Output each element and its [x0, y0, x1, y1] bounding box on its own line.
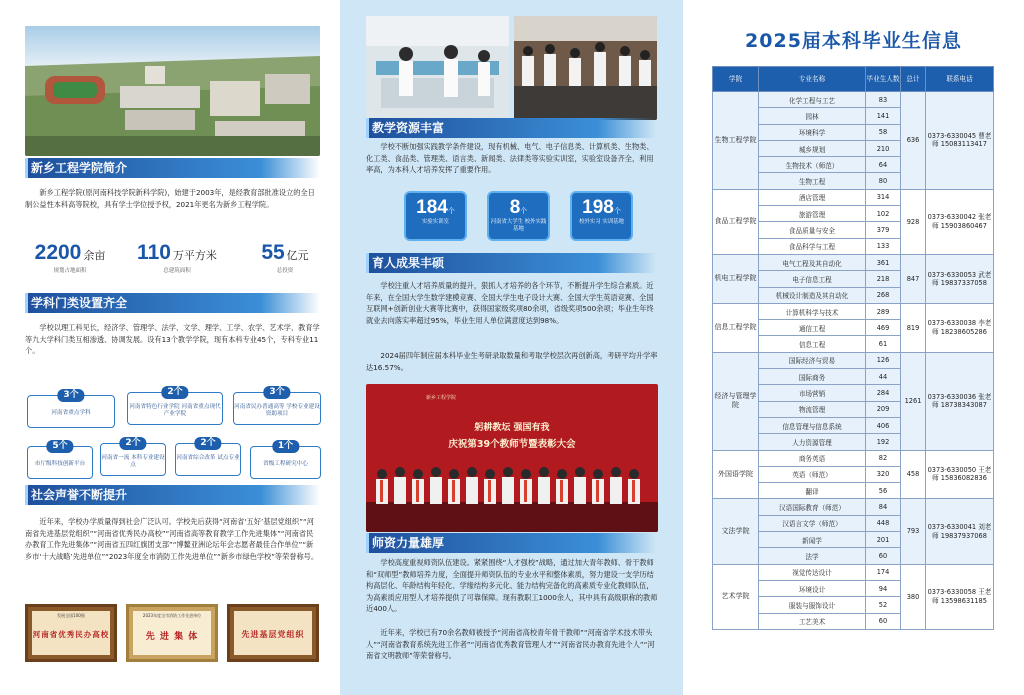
major-name: 国际经济与贸易 [759, 352, 866, 368]
table-row [713, 92, 994, 108]
reputation-text: 近年来，学校办学质量得到社会广泛认可。学校先后获得“河南省‘五好’基层党组织”“河南省先进基层党组织”“河南省优秀民办高校”“河南省高等教育教学工作先进集体”“河南省民办教育工作先进集体”“河南省五四红旗团支部”“博鳌亚洲论坛年会志愿者最佳合作单位”“新乡市‘十大战略’先进单位”“2023年度全市消防工作先进单位”“新乡市绿色学校”等荣誉称号。 [25, 517, 319, 561]
college-total: 819 [901, 303, 926, 352]
stat-land-unit: 余亩 [83, 249, 106, 262]
lab-photo-2 [514, 16, 657, 120]
graduate-count: 210 [866, 140, 901, 156]
honor-box-label: 河南省一流 本科专业建设点 [101, 455, 165, 468]
college-name: 外国语学院 [713, 450, 759, 499]
college-contact: 0373-6330053 武老师 19837337058 [926, 254, 994, 303]
college-name: 艺术学院 [713, 564, 759, 629]
graduate-count: 174 [866, 564, 901, 580]
major-name: 环境设计 [759, 580, 866, 596]
table-row [713, 499, 994, 515]
major-name: 商务英语 [759, 450, 866, 466]
table-row [713, 303, 994, 319]
graduate-count: 289 [866, 303, 901, 319]
honor-box [127, 387, 223, 425]
metric-labs-unit: 个 [447, 208, 455, 215]
stat-investment-unit: 亿元 [286, 249, 309, 262]
graduate-count: 56 [866, 483, 901, 499]
graduate-count: 80 [866, 173, 901, 189]
award-plaque-text: 河南省优秀民办高校 [32, 630, 110, 639]
table-header-row [713, 67, 994, 92]
college-total: 928 [901, 189, 926, 254]
lab-photo-2-image [514, 16, 657, 120]
resources-text: 学校不断加强实践教学条件建设，现有机械、电气、电子信息类、计算机类、生物类、化工类、食品类、管理类、语言类、新闻类、法律类等实验实训室，实验室设备齐全，利用率高，为本科人才培养发挥了重要作用。 [366, 142, 654, 175]
college-contact: 0373-6330036 张老师 18738343087 [926, 352, 994, 450]
major-name: 服装与服饰设计 [759, 597, 866, 613]
major-name: 通信工程 [759, 320, 866, 336]
honor-box-count: 3个 [263, 386, 290, 399]
stat-investment-number: 55 [261, 241, 285, 264]
college-contact: 0373-6330038 李老师 18238605286 [926, 303, 994, 352]
college-name: 文法学院 [713, 499, 759, 564]
major-name: 食品质量与安全 [759, 222, 866, 238]
stat-investment-caption: 总投资 [276, 268, 294, 274]
education-text: 学校注重人才培养质量的提升，狠抓人才培养的各个环节，不断提升学生综合素质。近年来，在全国大学生数学建模竞赛、全国大学生电子设计大赛、全国大学生英语竞赛、全国互联网+创新创业大赛等比赛中，获得国家级奖项80余项，省级奖项500余项；毕业生年终就业去向落实率超过95%，毕业生用人单位满意度达到98%。 [366, 281, 654, 325]
major-name: 市场营销 [759, 385, 866, 401]
major-name: 物流管理 [759, 401, 866, 417]
intro-text: 新乡工程学院(原河南科技学院新科学院)，始建于2003年，是经教育部批准设立的全日制公益性本科高等院校，具有学士学位授予权，2021年更名为新乡工程学院。 [25, 188, 315, 209]
graduate-count: 133 [866, 238, 901, 254]
header-college: 学院 [713, 67, 759, 92]
major-name: 法学 [759, 548, 866, 564]
major-name: 生物工程 [759, 173, 866, 189]
major-name: 园林 [759, 108, 866, 124]
education-text-2: 2024届四年制应届本科毕业生考研录取数量和考取学校层次再创新高，考研平均升学率达16.57%。 [366, 351, 658, 372]
header-total: 总计 [901, 67, 926, 92]
college-total: 847 [901, 254, 926, 303]
table-row [713, 189, 994, 205]
honor-box-label: 河南省综合改革 试点专业 [176, 455, 240, 461]
table-row [713, 254, 994, 270]
stat-land-number: 2200 [34, 241, 82, 264]
header-count: 毕业生人数 [866, 67, 901, 92]
major-name: 信息管理与信息系统 [759, 417, 866, 433]
graduate-count: 448 [866, 515, 901, 531]
graduate-count: 61 [866, 336, 901, 352]
major-name: 新闻学 [759, 532, 866, 548]
graduate-count: 60 [866, 613, 901, 629]
metric-intern-bases-caption: 校外实习 实训基地 [579, 219, 624, 225]
graduate-count: 218 [866, 271, 901, 287]
honor-box-label: 河南省重点学科 [51, 410, 91, 416]
major-name: 城乡规划 [759, 140, 866, 156]
graduate-count: 268 [866, 287, 901, 303]
college-contact: 0373-6330041 刘老师 19837937068 [926, 499, 994, 564]
major-name: 工艺美术 [759, 613, 866, 629]
teachers-group-image [366, 384, 658, 532]
stat-building [122, 241, 232, 274]
campus-aerial-image [25, 26, 320, 156]
award-plaque [25, 604, 117, 662]
metric-practice-bases-caption: 河南省大学生 校外实践基地 [490, 219, 547, 232]
major-name: 人力资源管理 [759, 434, 866, 450]
honor-box-count: 5个 [46, 440, 73, 453]
table-row [713, 352, 994, 368]
graduate-count: 284 [866, 385, 901, 401]
panel-resources [340, 0, 683, 695]
header-major: 专业名称 [759, 67, 866, 92]
discipline-section-title: 学科门类设置齐全 [25, 293, 320, 313]
honor-box-label: 河南省特色行业学院 河南省重点现代产业学院 [129, 404, 221, 417]
college-total: 793 [901, 499, 926, 564]
graduate-count: 201 [866, 532, 901, 548]
graduates-title: 2025届本科毕业生信息 [745, 30, 962, 52]
graduate-count: 82 [866, 450, 901, 466]
graduate-count: 102 [866, 206, 901, 222]
graduate-count: 83 [866, 92, 901, 108]
stat-land-caption: 规划占地面积 [53, 268, 87, 274]
metric-labs-caption: 实验实训室 [422, 219, 449, 225]
header-phone: 联系电话 [926, 67, 994, 92]
major-name: 生物技术（师范） [759, 157, 866, 173]
teachers-day-photo [366, 384, 658, 532]
graduate-count: 58 [866, 124, 901, 140]
graduate-count: 361 [866, 254, 901, 270]
panel-intro [0, 0, 340, 695]
major-name: 电气工程及其自动化 [759, 254, 866, 270]
graduate-count: 52 [866, 597, 901, 613]
major-name: 电子信息工程 [759, 271, 866, 287]
college-contact: 0373-6330045 曹老师 15083113417 [926, 92, 994, 190]
honor-box-label: 省级工程研究中心 [263, 461, 308, 467]
stat-land [20, 241, 120, 274]
award-plaque-header: 发展全国100强 [57, 613, 85, 618]
graduate-count: 60 [866, 548, 901, 564]
honor-box [175, 438, 241, 476]
resources-section-title: 教学资源丰富 [366, 118, 656, 138]
honor-box-count: 2个 [119, 437, 146, 450]
major-name: 英语（师范） [759, 466, 866, 482]
major-name: 机械设计制造及其自动化 [759, 287, 866, 303]
graduate-count: 94 [866, 580, 901, 596]
award-plaque-header: 2023年度全市消防工作先进单位 [142, 613, 202, 618]
college-name: 食品工程学院 [713, 189, 759, 254]
major-name: 旅游管理 [759, 206, 866, 222]
teachers-day-banner-2: 庆祝第39个教师节暨表彰大会 [448, 439, 576, 450]
metric-practice-bases [487, 191, 550, 241]
faculty-text: 学校高度重视师资队伍建设。紧紧围绕“人才强校”战略，通过加大青年教师、骨干教师和“双师型”教师培养力度，全面提升师资队伍的专业水平和整体素质，努力建设一支学历结构高层化、年龄结构年轻化、学缘结构多元化、能力结构完备化的高素质专业化教师队伍，为高素质应用型人才培养提供了可靠保障。现有教职工1000余人，其中具有高级职称的教师近400人。 [366, 558, 658, 614]
award-plaque [126, 604, 218, 662]
metric-intern-bases-unit: 个 [613, 208, 621, 215]
graduate-count: 209 [866, 401, 901, 417]
graduate-count: 192 [866, 434, 901, 450]
college-total: 380 [901, 564, 926, 629]
stat-building-caption: 总建筑面积 [163, 268, 191, 274]
major-name: 翻译 [759, 483, 866, 499]
table-row [713, 450, 994, 466]
intro-section-title: 新乡工程学院简介 [25, 158, 320, 178]
college-name: 生物工程学院 [713, 92, 759, 190]
reputation-section-title: 社会声誉不断提升 [25, 485, 320, 505]
graduate-count: 379 [866, 222, 901, 238]
graduate-count: 141 [866, 108, 901, 124]
college-total: 1261 [901, 352, 926, 450]
honor-box [100, 438, 166, 476]
stat-building-number: 110 [137, 241, 171, 264]
major-name: 环境科学 [759, 124, 866, 140]
honor-box-count: 1个 [272, 440, 299, 453]
graduate-count: 44 [866, 369, 901, 385]
metric-labs [404, 191, 467, 241]
metric-intern-bases [570, 191, 633, 241]
major-name: 汉语国际教育（师范） [759, 499, 866, 515]
award-plaque-text: 先进基层党组织 [241, 630, 305, 639]
college-contact: 0373-6330058 王老师 13598631185 [926, 564, 994, 629]
graduates-table-body [713, 92, 994, 630]
major-name: 信息工程 [759, 336, 866, 352]
major-name: 酒店管理 [759, 189, 866, 205]
campus-aerial-photo [25, 26, 320, 156]
major-name: 国际商务 [759, 369, 866, 385]
faculty-text-2: 近年来，学校已有70余名教师被授予“河南省高校青年骨干教师”“河南省学术技术带头人”“河南省教育系统先进工作者”“河南省优秀教育管理人才”“河南省民办教育先进个人”“河南省文明教师”等荣誉称号。 [366, 628, 655, 661]
graduate-count: 84 [866, 499, 901, 515]
college-contact: 0373-6330042 张老师 15903860467 [926, 189, 994, 254]
graduate-count: 469 [866, 320, 901, 336]
major-name: 视觉传达设计 [759, 564, 866, 580]
graduate-count: 406 [866, 417, 901, 433]
honor-box [233, 387, 321, 425]
college-total: 458 [901, 450, 926, 499]
teachers-day-banner-small: 新乡工程学院 [426, 395, 457, 401]
award-plaque [227, 604, 319, 662]
graduates-table [712, 66, 994, 630]
metric-practice-bases-unit: 个 [520, 208, 528, 215]
honor-box-label: 河南省民办普通高等 学校专业建设资助项目 [234, 404, 320, 417]
lab-photo-1-image [366, 16, 509, 120]
stat-investment [235, 241, 335, 274]
major-name: 食品科学与工程 [759, 238, 866, 254]
lab-photo-1 [366, 16, 509, 120]
honor-box [27, 390, 115, 428]
college-contact: 0373-6330050 王老师 15836082836 [926, 450, 994, 499]
metric-practice-bases-number: 8 [509, 197, 521, 218]
honor-box-label: 市厅级科技创新平台 [34, 461, 86, 467]
honor-box-count: 2个 [161, 386, 188, 399]
college-name: 经济与管理学院 [713, 352, 759, 450]
college-name: 机电工程学院 [713, 254, 759, 303]
major-name: 汉语言文学（师范） [759, 515, 866, 531]
college-total: 636 [901, 92, 926, 190]
honor-box [27, 441, 93, 479]
college-name: 信息工程学院 [713, 303, 759, 352]
discipline-text: 学校以理工科见长，经济学、管理学、法学、文学、理学、工学、农学、艺术学、教育学等九大学科门类互相渗透、协调发展。设有13个教学学院，现有本科专业45个，专科专业11个。 [25, 323, 320, 356]
major-name: 计算机科学与技术 [759, 303, 866, 319]
honor-box-count: 3个 [57, 389, 84, 402]
honor-box-count: 2个 [194, 437, 221, 450]
award-plaque-text: 先 进 集 体 [145, 632, 199, 642]
metric-intern-bases-number: 198 [582, 197, 614, 218]
education-section-title: 育人成果丰硕 [366, 253, 656, 273]
major-name: 化学工程与工艺 [759, 92, 866, 108]
table-row [713, 564, 994, 580]
faculty-section-title: 师资力量雄厚 [366, 533, 656, 553]
graduate-count: 126 [866, 352, 901, 368]
stat-building-unit: 万平方米 [172, 249, 217, 262]
metric-labs-number: 184 [416, 197, 448, 218]
graduate-count: 320 [866, 466, 901, 482]
graduate-count: 64 [866, 157, 901, 173]
honor-box [250, 441, 321, 479]
teachers-day-banner-1: 躬耕教坛 强国有我 [474, 423, 550, 433]
graduate-count: 314 [866, 189, 901, 205]
